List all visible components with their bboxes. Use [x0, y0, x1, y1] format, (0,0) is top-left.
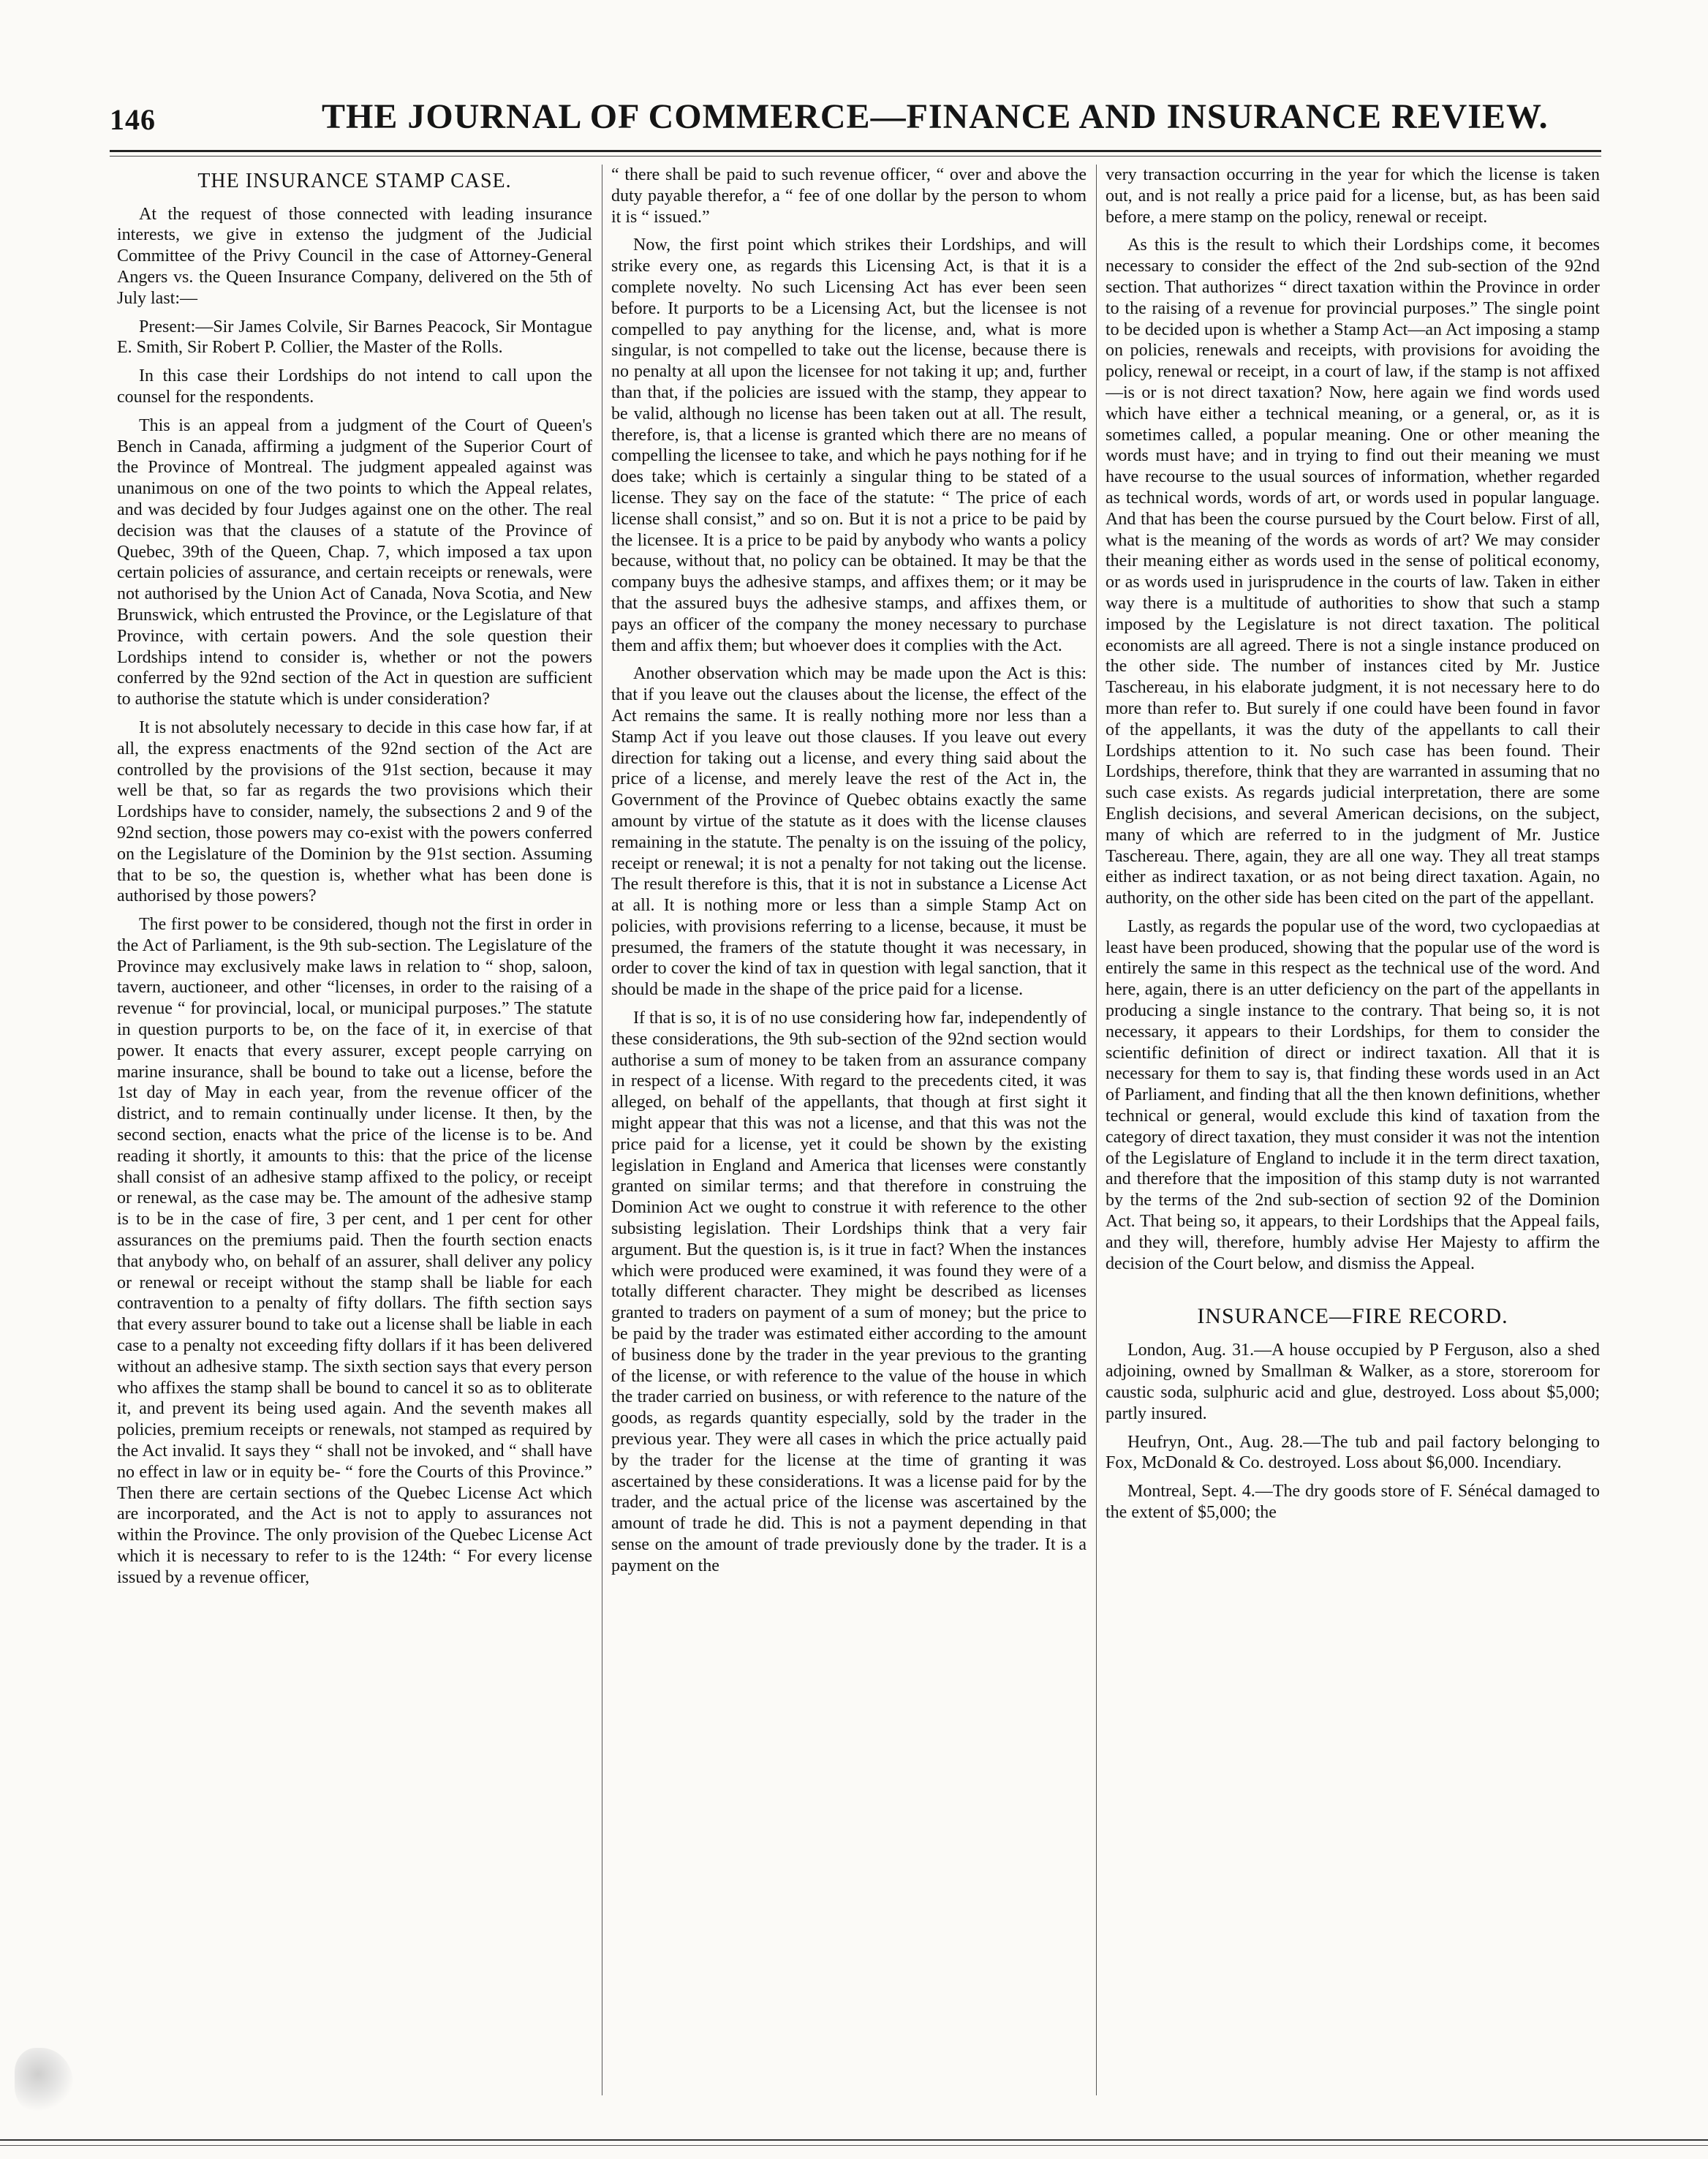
column-2 — [611, 165, 1087, 2095]
article-paragraph: This is an appeal from a judgment of the Court of Queen's Bench in Canada, affirming a judgment of the Superior Court of the Province of Montreal. The judgment appealed against was unanimous on one of the two points to which the Appeal relates, and was decided by four Judges against one on the other. The real decision was that the clauses of a statute of the Province of Quebec, 39th of the Queen, Chap. 7, which imposed a tax upon certain policies of assurance, and certain receipts or renewals, were not authorised by the Union Act of Canada, Nova Scotia, and New Brunswick, which entrusted the Province, or the Legislature of that Province, with certain powers. And the sole question their Lordships intend to consider is, whether or not the powers conferred by the 92nd section of the Act in question are sufficient to authorise the statute which is under consideration? — [117, 415, 592, 709]
article-title: THE INSURANCE STAMP CASE. — [197, 170, 512, 192]
page-stain-mark — [15, 2048, 73, 2114]
fire-record-title: INSURANCE—FIRE RECORD. — [1197, 1304, 1508, 1329]
journal-title: THE JOURNAL OF COMMERCE—FINANCE AND INSURANCE REVIEW. — [322, 97, 1549, 136]
article-paragraph: In this case their Lordships do not intend to call upon the counsel for the respondents. — [117, 366, 592, 407]
fire-record-entry: Heufryn, Ont., Aug. 28.—The tub and pail factory belonging to Fox, McDonald & Co. destroyed. Loss about $6,000. Incendiary. — [1106, 1432, 1600, 1473]
article-paragraph: It is not absolutely necessary to decide in this case how far, if at all, the express enactments of the 92nd section of the Act are controlled by the provisions of the 91st section, because it may well be that, so far as regards the two provisions which their Lordships have to consider, namely, the subsections 2 and 9 of the 92nd section, those powers may co-exist with the powers conferred on the Legislature of the Dominion by the 91st section. Assuming that to be so, the question is, whether what has been done is authorised by those powers? — [117, 717, 592, 906]
footer-rule — [0, 2139, 1708, 2141]
column-1 — [117, 165, 592, 2095]
article-paragraph: Present:—Sir James Colvile, Sir Barnes Peacock, Sir Montague E. Smith, Sir Robert P. Collier, the Master of the Rolls. — [117, 317, 592, 358]
article-paragraph: At the request of those connected with leading insurance interests, we give in extenso the judgment of the Judicial Committee of the Privy Council in the case of Attorney-General Angers vs. the Queen Insurance Company, delivered on the 5th of July last:— — [117, 204, 592, 308]
article-paragraph: Now, the first point which strikes their Lordships, and will strike every one, as regards this Licensing Act, is that it is a complete novelty. No such Licensing Act has ever been seen before. It purports to be a Licensing Act, but the licensee is not compelled to pay anything for the license, and, what is more singular, is not compelled to take out the license, because there is no penalty at all upon the licensee for not taking it up; and, further than that, if the policies are issued with the stamp, they appear to be valid, although no license has been taken out at all. The result, therefore, is, that a license is granted which there are no means of compelling the licensee to take, and which he pays nothing for if he does take; which is certainly a singular thing to be stated of a license. They say on the face of the statute: “ The price of each license shall consist,” and so on. But it is not a price to be paid by the licensee. It is a price to be paid by anybody who wants a policy because, without that, no policy can be obtained. It may be that the company buys the adhesive stamps, and affixes them; or it may be that the assured buys the adhesive stamps, and affixes them, or pays an officer of the company the money necessary to purchase them and affix them; but whoever does it complies with the Act. — [611, 236, 1087, 655]
header-rule-thin — [110, 156, 1601, 157]
article-paragraph: If that is so, it is of no use considering how far, independently of these considerations, the 9th sub-section of the 92nd section would authorise a sum of money to be taken from an assurance company in respect of a license. With regard to the precedents cited, it was alleged, on behalf of the appellants, that though at first sight it might appear that this was not a license, and that this was not the price paid for a license, yet it could be shown by the existing legislation in England and America that licenses were constantly granted on similar terms; and that therefore in construing the Dominion Act we ought to construe it with reference to the other subsisting legislation. Their Lordships think that a very fair argument. But the question is, is it true in fact? When the instances which were produced were examined, it was found they were of a totally different character. They might be described as licenses granted to traders on payment of a sum of money; but the price to be paid by the trader was estimated either according to the amount of business done by the trader in the year previous to the granting of the license, or with reference to the value of the house in which the trader carried on business, or with reference to the nature of the goods, as regards quantity especially, sold by the trader in the previous year. They were all cases in which the price actually paid by the trader for the license at the time of granting it was ascertained by these considerations. It was a license paid for by the trader, and the actual price of the license was ascertained by the amount of trade he did. This is not a payment depending in that sense on the amount of trade previously done by the trader. It is a payment on the — [611, 1009, 1087, 1575]
fire-record-entry: London, Aug. 31.—A house occupied by P Ferguson, also a shed adjoining, owned by Smallman & Walker, as a store, storeroom for caustic soda, sulphuric acid and glue, destroyed. Loss about $5,000; partly insured. — [1106, 1341, 1600, 1423]
column-3 — [1106, 165, 1600, 2095]
column-divider — [1096, 165, 1097, 2095]
footer-rule-thin — [0, 2145, 1708, 2146]
article-paragraph: As this is the result to which their Lordships come, it becomes necessary to consider the effect of the 2nd sub-section of the 92nd section. That authorizes “ direct taxation within the Province in order to the raising of a revenue for provincial purposes.” The single point to be decided upon is whether a Stamp Act—an Act imposing a stamp on policies, renewals and receipts, with provisions for avoiding the policy, renewal or receipt, in a court of law, if the stamp is not affixed—is or is not direct taxation? Now, here again we find words used which have either a technical meaning, or a general, or, as it is sometimes called, a popular meaning. One or other meaning the words must have; and in trying to find out their meaning we must have recourse to the usual sources of information, whether regarded as technical words, words of art, or words used in popular language. And that has been the course pursued by the Court below. First of all, what is the meaning of the words as words of art? We may consider their meaning either as words used in the sense of political economy, or as words used in jurisprudence in the courts of law. Taken in either way there is a multitude of authorities to show that such a stamp imposed by the Legislature is not direct taxation. The political economists are all agreed. There is not a single instance produced on the other side. The number of instances cited by Mr. Justice Taschereau, in his elaborate judgment, it is not necessary here to do more than refer to. But surely if one could have been found in favor of the appellants, it was the duty of the appellants to call their Lordships attention to it. No such case has been found. Their Lordships, therefore, think that they are warranted in assuming that no such case exists. As regards judicial interpretation, there are some English decisions, and several American decisions, on the subject, many of which are referred to in the judgment of Mr. Justice Taschereau. There, again, they are all one way. They all treat stamps either as indirect taxation, or as not being direct taxation. Again, no authority, on the other side has been cited on the part of the appellant. — [1106, 236, 1600, 908]
fire-record-entry: Montreal, Sept. 4.—The dry goods store of F. Sénécal damaged to the extent of $5,000; the — [1106, 1482, 1600, 1523]
page-number: 146 — [110, 103, 156, 136]
article-paragraph: Another observation which may be made upon the Act is this: that if you leave out the clauses about the license, the effect of the Act remains the same. It is really nothing more nor less than a Stamp Act if you leave out those clauses. If you leave out every direction for taking out a license, and every thing said about the price of a license, and merely leave the rest of the Act in, the Government of the Province of Quebec obtains exactly the same amount by virtue of the statute as it does with the license clauses remaining in the statute. The penalty is on the issuing of the policy, receipt or renewal; it is not a penalty for not taking out the license. The result therefore is this, that it is not in substance a License Act at all. It is nothing more or less than a simple Stamp Act on policies, with provisions referring to a license, because, it must be presumed, the framers of the statute thought it was necessary, in order to cover the kind of tax in question with legal sanction, that it should be made in the shape of the price paid for a license. — [611, 664, 1087, 1000]
header-rule — [110, 150, 1601, 152]
article-paragraph: The first power to be considered, though not the first in order in the Act of Parliament, is the 9th sub-section. The Legislature of the Province may exclusively make laws in relation to “ shop, saloon, tavern, auctioneer, and other “licenses, in order to the raising of a revenue “ for provincial, local, or municipal purposes.” The statute in question purports to be, on the face of it, in exercise of that power. It enacts that every assurer, except people carrying on marine insurance, shall be bound to take out a license, before the 1st day of May in each year, from the revenue officer of the district, and to remain continually under license. It then, by the second section, enacts what the price of the license is to be. And reading it shortly, it amounts to this: that the price of the license shall consist of an adhesive stamp affixed to the policy, or receipt or renewal, as the case may be. The amount of the adhesive stamp is to be in the case of fire, 3 per cent, and 1 per cent for other assurances on the premiums paid. Then the fourth section enacts that anybody who, on behalf of an assurer, shall deliver any policy or renewal or receipt without the stamp shall be liable for each contravention to a penalty of fifty dollars. The fifth section says that every assurer bound to take out a license shall be liable in each case to a penalty not exceeding fifty dollars if it has been delivered without an adhesive stamp. The sixth section says that every person who affixes the stamp shall be bound to cancel it so as to obliterate it, and prevent its being used again. And the seventh makes all policies, premium receipts or renewals, not stamped as required by the Act invalid. It says they “ shall not be invoked, and “ shall have no effect in law or in equity be- “ fore the Courts of this Province.” Then there are certain sections of the Quebec License Act which are incorporated, and the Act is not to apply to assurances not within the Province. The only provision of the Quebec License Act which it is necessary to refer to is the 124th: “ For every license issued by a revenue officer, — [117, 915, 592, 1587]
article-paragraph: very transaction occurring in the year for which the license is taken out, and is not really a price paid for a license, but, as has been said before, a mere stamp on the policy, renewal or receipt. — [1106, 165, 1600, 227]
article-paragraph: Lastly, as regards the popular use of the word, two cyclopaedias at least have been produced, showing that the popular use of the word is entirely the same in this respect as the technical use of the word. And here, again, there is an utter deficiency on the part of the appellants in producing a single instance to the contrary. That being so, it is not necessary, it appears to their Lordships, for them to consider the scientific definition of direct or indirect taxation. All that it is necessary for them to say is, that finding these words used in an Act of Parliament, and finding that all the then known definitions, whether technical or general, would exclude this kind of taxation from the category of direct taxation, they must consider it was not the intention of the Legislature of England to include it in the term direct taxation, and therefore that the imposition of this stamp duty is not warranted by the terms of the 2nd sub-section of section 92 of the Dominion Act. That being so, it appears, to their Lordships that the Appeal fails, and they will, therefore, humbly advise Her Majesty to affirm the decision of the Court below, and dismiss the Appeal. — [1106, 916, 1600, 1273]
article-paragraph: “ there shall be paid to such revenue officer, “ over and above the duty payable therefor, a “ fee of one dollar by the person to whom it is “ issued.” — [611, 165, 1087, 227]
